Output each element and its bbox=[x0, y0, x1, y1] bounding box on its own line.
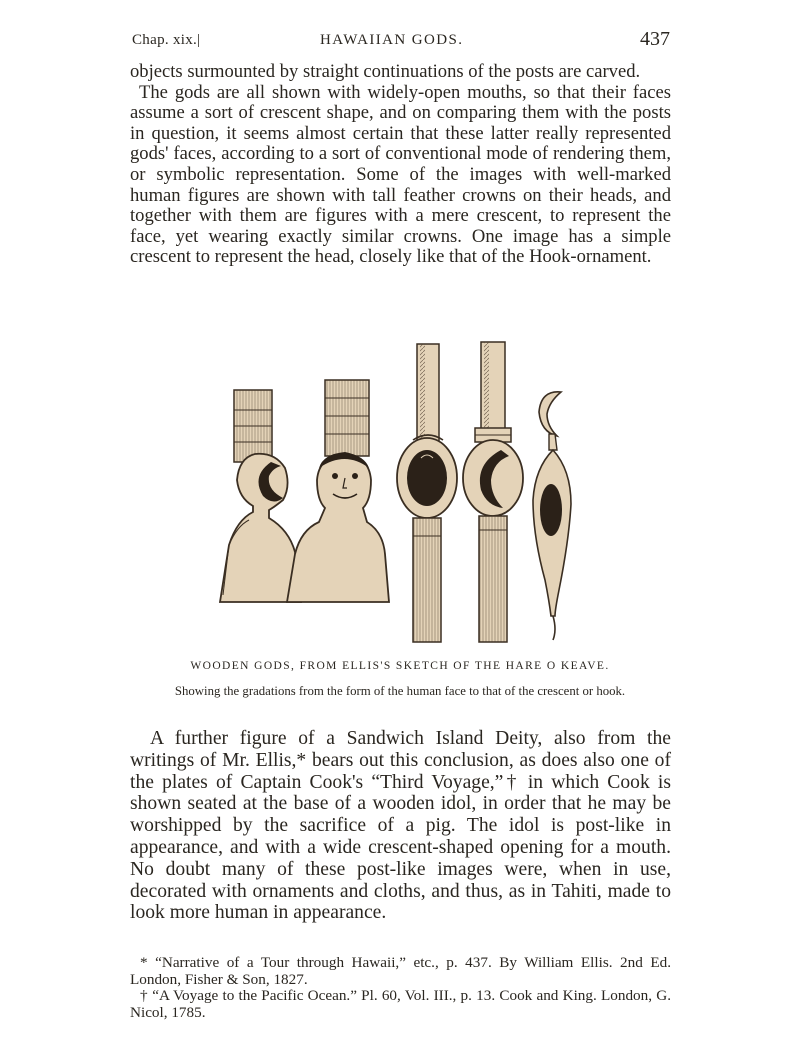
figure-caption-title: WOODEN GODS, FROM ELLIS'S SKETCH OF THE HARE O KEAVE. bbox=[190, 660, 610, 672]
footnotes bbox=[130, 955, 671, 1021]
paragraph-further: A further figure of a Sandwich Island Deity, also from the writings of Mr. Ellis,* bears out this conclusion, as does also one of the plates of Captain Cook's “Third Voyage,”† in which Cook is shown seated at the base of a wooden idol, in order that he may be worshipped by the sacrifice of a pig. The idol is post-like in appearance, and with a wide crescent-shaped opening for a mouth. No doubt many of these post-like images were, when in use, decorated with ornaments and cloths, and thus, as in Tahiti, made to look more human in appearance. bbox=[130, 728, 671, 924]
running-header bbox=[130, 28, 670, 52]
running-title: HAWAIIAN GODS. bbox=[320, 32, 464, 48]
page-number: 437 bbox=[640, 28, 670, 50]
idol-post-crescent-mouth bbox=[463, 342, 523, 642]
opening-text bbox=[130, 62, 671, 268]
closing-text bbox=[130, 728, 671, 924]
idol-hook-staff bbox=[533, 392, 571, 640]
paragraph-continued: objects surmounted by straight continuations of the posts are carved. bbox=[130, 61, 641, 82]
idol-human-face-figure bbox=[287, 380, 389, 602]
figure-caption-subtitle: Showing the gradations from the form of the human face to that of the crescent or hook. bbox=[174, 684, 626, 698]
paragraph-gods: The gods are all shown with widely-open mouths, so that their faces assume a sort of crescent shape, and on comparing them with the posts in question, it seems almost certain that these latter really represented gods' faces, according to a sort of conventional mode of rendering them, or symbolic representation. Some of the images with well-marked human figures are shown with tall feather crowns on their heads, and together with them are figures with a mere crescent, to represent the face, yet wearing exactly similar crowns. One image has a simple crescent to represent the head, closely like that of the Hook-ornament. bbox=[130, 81, 671, 268]
idol-crescent-figure bbox=[220, 390, 301, 602]
wooden-gods-illustration bbox=[215, 340, 590, 645]
chapter-label: Chap. xix.| bbox=[132, 32, 201, 48]
idol-post-oval-mouth bbox=[397, 344, 457, 642]
footnote-cook: † “A Voyage to the Pacific Ocean.” Pl. 60, Vol. III., p. 13. Cook and King. London, G. Nicol, 1785. bbox=[130, 987, 671, 1021]
footnote-ellis: * “Narrative of a Tour through Hawaii,” etc., p. 437. By William Ellis. 2nd Ed. London, Fisher & Son, 1827. bbox=[130, 954, 671, 988]
